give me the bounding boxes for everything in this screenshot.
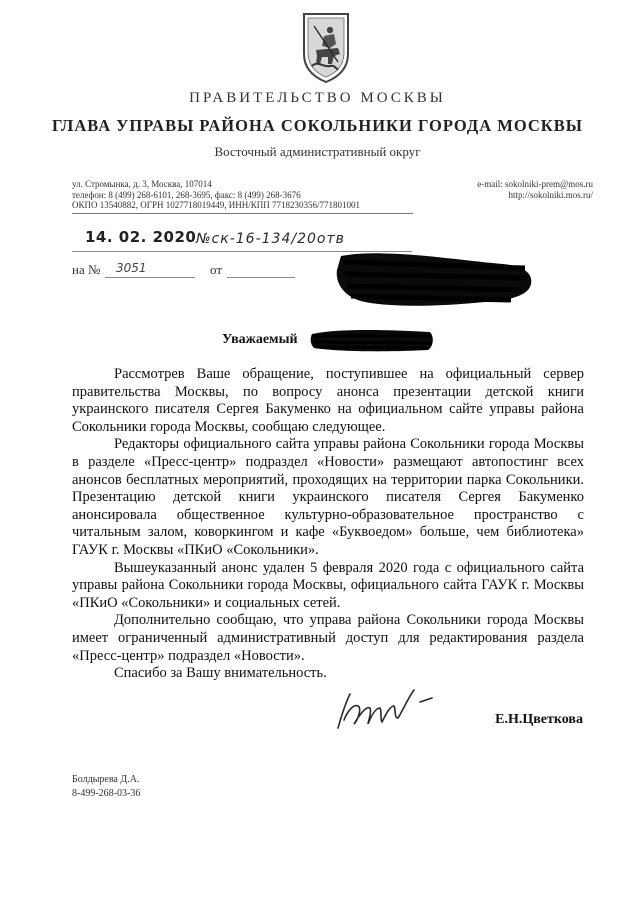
contacts-left — [72, 179, 360, 211]
paragraph: Редакторы официального сайта управы района Сокольники города Москвы в разделе «Пресс-центр» подраздел «Новости» размещают автопостинг всех анонсов бесплатных мероприятий, проходящих на территории парка Сокольники. Презентацию детской книги украинского писателя Сергея Бакуменко анонсировала общественное культурно-образовательное пространство с читальным залом, коворкингом и кафе «Буквоедом» больше, чем библиотека» ГАУК г. Москвы «ПКиО «Сокольники». — [72, 436, 584, 558]
reference-number-underline — [105, 277, 195, 278]
executor-phone: 8-499-268-03-36 — [72, 788, 141, 799]
redacted-name — [310, 328, 434, 352]
redacted-address — [335, 250, 535, 310]
signer-name: Е.Н.Цветкова — [495, 712, 583, 727]
outgoing-date: 14. 02. 2020 — [85, 228, 197, 246]
contacts-right — [477, 179, 593, 200]
paragraph: Дополнительно сообщаю, что управа района Сокольники города Москвы имеет ограниченный административный доступ для редактирования раздела «Пресс-центр» подраздел «Новости». — [72, 612, 584, 664]
paragraph: Рассмотрев Ваше обращение, поступившее на официальный сервер правительства Москвы, по вопросу анонса презентации детской книги украинского писателя Сергея Бакуменко на официальном сайте управы района Сокольники города Москвы, сообщаю следующее. — [72, 366, 584, 435]
address-line: ул. Стромынка, д. 3, Москва, 107014 — [72, 179, 212, 189]
phones-line: телефон: 8 (499) 268-6101, 268-3695, факс: 8 (499) 268-3676 — [72, 189, 301, 200]
paragraph: Вышеуказанный анонс удален 5 февраля 2020 года с официального сайта управы района Сокольники города Москвы, официального сайта ГАУК г. Москвы «ПКиО «Сокольники» и социальных сетей. — [72, 559, 584, 611]
reference-from-label: от — [210, 262, 223, 277]
district-name: Восточный административный округ — [214, 144, 421, 159]
reference-number: 3051 — [116, 261, 147, 275]
contacts-divider — [72, 213, 413, 214]
closing-line: Спасибо за Вашу внимательность. — [114, 665, 327, 682]
salutation-text: Уважаемый — [222, 332, 298, 347]
letter-body — [72, 366, 584, 683]
signature-icon — [332, 684, 442, 734]
government-title: ПРАВИТЕЛЬСТВО МОСКВЫ — [189, 90, 446, 106]
head-of-administration-title: ГЛАВА УПРАВЫ РАЙОНА СОКОЛЬНИКИ ГОРОДА МОСКВЫ — [52, 116, 583, 135]
reference-date-underline — [227, 277, 295, 278]
executor-name: Болдырева Д.А. — [72, 774, 140, 785]
reference-label: на № — [72, 262, 101, 277]
coat-of-arms-icon — [300, 10, 352, 84]
executor-block — [72, 773, 140, 801]
codes-line: ОКПО 13540882, ОГРН 1027718019449, ИНН/КПП 7718230356/771801001 — [72, 200, 360, 210]
email-line: e-mail: sokolniki-prem@mos.ru — [477, 179, 593, 189]
outgoing-number: №ск-16-134/20отв — [196, 231, 345, 247]
website-line: http://sokolniki.mos.ru/ — [508, 189, 593, 200]
